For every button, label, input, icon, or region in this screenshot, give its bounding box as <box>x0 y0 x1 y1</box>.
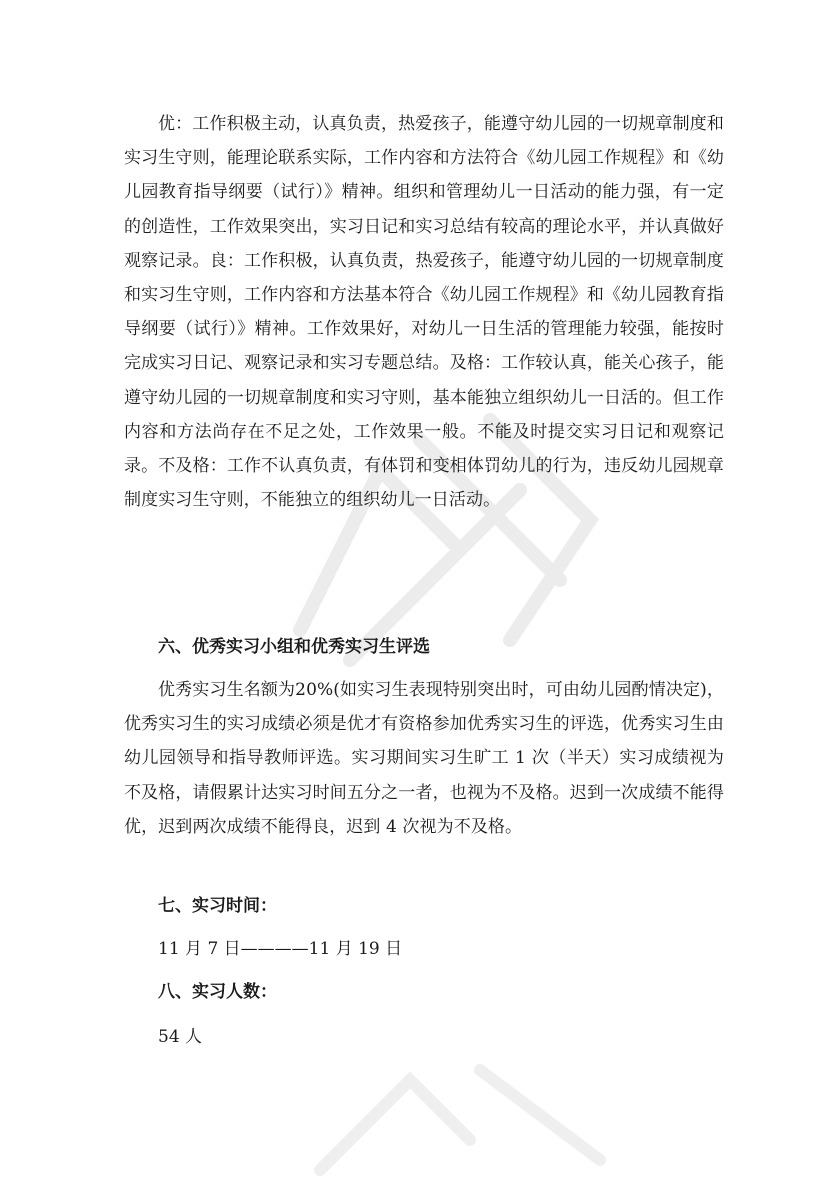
section-seven-heading: 七、实习时间： <box>158 896 277 916</box>
selection-rules-paragraph: 优秀实习生名额为20%(如实习生表现特别突出时，可由幼儿园酌情决定)，优秀实习生的实习成绩必须是优才有资格参加优秀实习生的评选，优秀实习生由幼儿园领导和指导教师评选。实习期间实习生旷工 1 次（半天）实习成绩视为不及格，请假累计达实习时间五分之一者，也视为不及格。迟到一次成绩不能得优，迟到两次成绩不能得良，迟到 4 次视为不及格。 <box>124 680 724 837</box>
section-six-heading: 六、优秀实习小组和优秀实习生评选 <box>158 637 430 657</box>
intern-count-value: 54 人 <box>158 1027 203 1047</box>
evaluation-criteria-paragraph: 优：工作积极主动，认真负责，热爱孩子，能遵守幼儿园的一切规章制度和实习生守则，能理论联系实际，工作内容和方法符合《幼儿园工作规程》和《幼儿园教育指导纲要（试行）》精神。组织和管理幼儿一日活动的能力强，有一定的创造性，工作效果突出，实习日记和实习总结有较高的理论水平，并认真做好观察记录。良：工作积极，认真负责，热爱孩子，能遵守幼儿园的一切规章制度和实习生守则，工作内容和方法基本符合《幼儿园工作规程》和《幼儿园教育指导纲要（试行）》精神。工作效果好，对幼儿一日生活的管理能力较强，能按时完成实习日记、观察记录和实习专题总结。及格：工作较认真，能关心孩子，能遵守幼儿园的一切规章制度和实习守则，基本能独立组织幼儿一日活的。但工作内容和方法尚存在不足之处，工作效果一般。不能及时提交实习日记和观察记录。不及格：工作不认真负责，有体罚和变相体罚幼儿的行为，违反幼儿园规章制度实习生守则，不能独立的组织幼儿一日活动。 <box>124 114 724 511</box>
section-eight-heading: 八、实习人数： <box>158 982 277 1002</box>
internship-period-value: 11 月 7 日————11 月 19 日 <box>158 939 403 959</box>
watermark-graphic-bottom <box>300 1040 620 1180</box>
